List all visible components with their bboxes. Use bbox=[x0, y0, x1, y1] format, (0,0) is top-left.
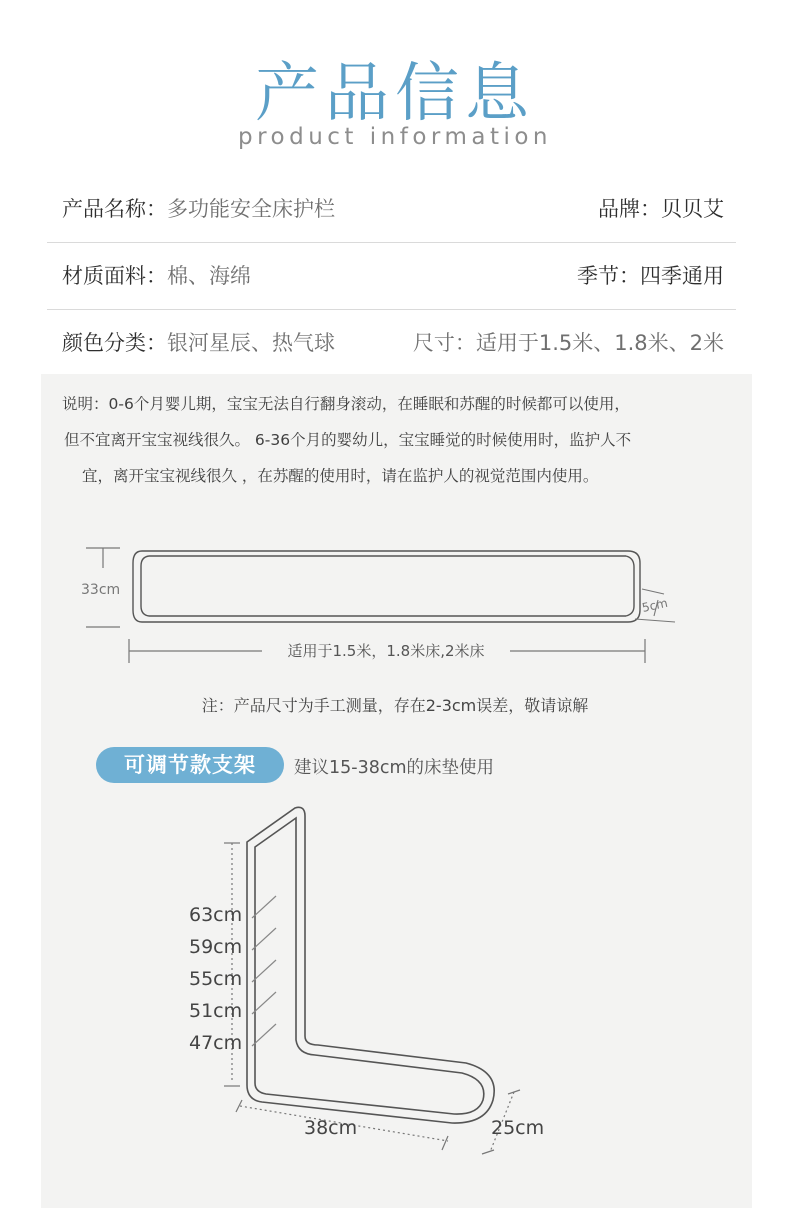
bracket-shape bbox=[247, 807, 494, 1123]
info-right-label: 尺寸： bbox=[412, 331, 476, 355]
bracket-badge: 可调节款支架 bbox=[96, 747, 284, 783]
description-line: 宜，离开宝宝视线很久 ，在苏醒的使用时，请在监护人的视觉范围内使用。 bbox=[82, 467, 599, 485]
height-option-label: 47cm bbox=[189, 1032, 243, 1054]
foot-width-label: 25cm bbox=[491, 1117, 545, 1139]
info-value: 多功能安全床护栏 bbox=[167, 197, 335, 221]
base-length-label: 38cm bbox=[304, 1117, 358, 1139]
info-value: 棉、海绵 bbox=[167, 264, 251, 288]
height-option-label: 51cm bbox=[189, 1000, 243, 1022]
rail-length-label: 适用于1.5米，1.8米床,2米床 bbox=[287, 642, 485, 660]
bracket-diagram bbox=[189, 807, 544, 1154]
page-subtitle: product information bbox=[237, 124, 553, 150]
info-right-label: 季节： bbox=[577, 264, 640, 288]
info-label: 颜色分类： bbox=[62, 331, 167, 355]
info-label: 材质面料： bbox=[62, 264, 167, 288]
height-option-label: 55cm bbox=[189, 968, 243, 990]
rail-shape bbox=[133, 551, 640, 622]
bracket-note: 建议15-38cm的床垫使用 bbox=[294, 758, 495, 778]
rail-height-label: 33cm bbox=[81, 582, 121, 598]
rail-diagram bbox=[81, 548, 675, 663]
height-option-label: 63cm bbox=[189, 904, 243, 926]
description-line: 说明：0-6个月婴儿期，宝宝无法自行翻身滚动，在睡眠和苏醒的时候都可以使用， bbox=[62, 395, 630, 413]
measurement-note: 注：产品尺寸为手工测量，存在2-3cm误差，敬请谅解 bbox=[201, 696, 589, 715]
description-line: 但不宜离开宝宝视线很久。 6-36个月的婴幼儿，宝宝睡觉的时候使用时，监护人不 bbox=[64, 431, 632, 449]
height-option-label: 59cm bbox=[189, 936, 243, 958]
page-title: 产品信息 bbox=[255, 57, 535, 131]
info-right-value: 贝贝艾 bbox=[661, 197, 724, 221]
info-right-label: 品牌： bbox=[598, 197, 661, 221]
rail-depth-label: 5cm bbox=[640, 595, 669, 615]
info-right-value: 四季通用 bbox=[640, 264, 724, 288]
info-label: 产品名称： bbox=[62, 197, 167, 221]
info-value: 银河星辰、热气球 bbox=[167, 331, 335, 355]
info-right-value: 适用于1.5米、1.8米、2米 bbox=[475, 331, 724, 355]
